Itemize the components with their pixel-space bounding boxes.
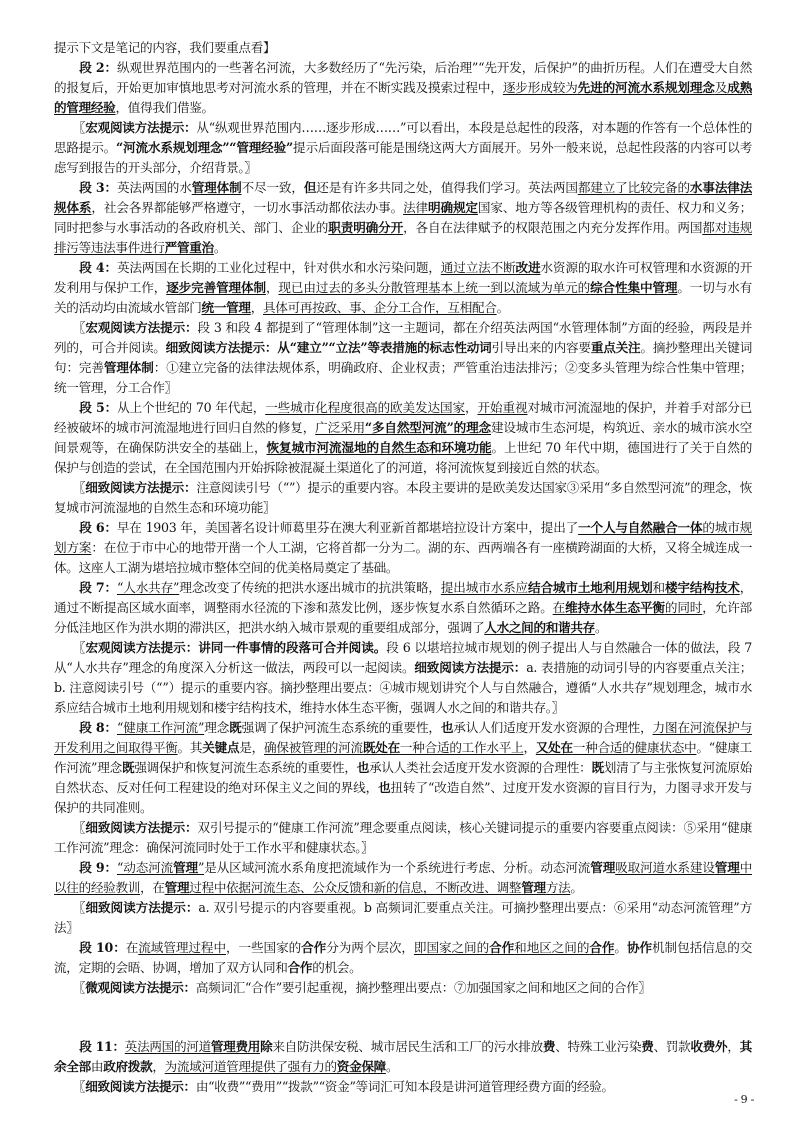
text-run: 〖 — [72, 820, 86, 835]
body-paragraph — [54, 1037, 752, 1077]
emphasized-underlined-text: 楼宇结构技术 — [664, 580, 740, 595]
underlined-text: 都建立了比较完备的 — [577, 180, 690, 195]
emphasized-underlined-text: 既处在 — [362, 740, 400, 755]
emphasized-text: 合作 — [287, 960, 313, 975]
text-run: 提示后面段落可能是围绕这两大方面展开。另外一般来说，总起性段落的内容可以考虑写到报告的开头部分，介绍背景。〗 — [54, 140, 752, 175]
body-paragraph — [54, 398, 752, 478]
reading-tip-paragraph — [54, 978, 752, 998]
emphasized-text: 既 — [591, 760, 604, 775]
emphasized-underlined-text: 又处在 — [535, 740, 573, 755]
text-run: ， — [464, 400, 478, 415]
underlined-text: 开始重视 — [477, 400, 528, 415]
emphasized-underlined-text: 明确规定 — [428, 200, 478, 215]
text-run: 双引号提示的“健康工作河流”理念要重点阅读，核心关键词提示的重要内容要重点阅读：⑤采用“健康工作河流”理念：确保河流同时处于工作水平和健康状态。〗 — [54, 820, 752, 855]
emphasized-text: 协作 — [626, 940, 653, 955]
underlined-text: 流域管理过程中 — [138, 940, 226, 955]
reading-tip-paragraph — [54, 1077, 752, 1097]
emphasized-text: 宏观阅读方法提示：讲同一件事情的段落可合并阅读。 — [85, 640, 387, 655]
emphasized-underlined-text: 人水之间的和谐共存 — [484, 620, 595, 635]
emphasized-text: 既 — [121, 760, 135, 775]
underlined-text: 一种合适的工作水平上 — [399, 740, 524, 755]
body-paragraph — [54, 518, 752, 578]
emphasized-underlined-text: 先进的河流水系规划理念 — [577, 80, 715, 95]
body-paragraph — [54, 178, 752, 258]
text-run: 。 — [385, 1059, 399, 1075]
underlined-text: 一些城市化程度很高的欧美发达国家 — [265, 400, 465, 415]
emphasized-text: 细致阅读方法提示： — [85, 1079, 196, 1095]
text-run: 对城市河流湿地的保护，并着手对部分已经被破坏的城市河流湿地进行回归自然的修复， — [54, 400, 753, 435]
text-run: ：在位于市中心的地带开凿一个人工湖，它将首都一分为二。湖的东、西两端各有一座横跨湖面的大桥，又将全城连成一体。这座人工湖为堪培拉城市整体空间的优美格局奠定了基础。 — [54, 540, 752, 575]
underlined-text: 英法两国的河道 — [124, 1039, 211, 1055]
underlined-text: 广泛采用 — [315, 420, 365, 435]
text-run: ，通过不断提高区域水面率，调整雨水径流的下渗和蒸发比例，逐步恢复水系自然循环之路。 — [54, 580, 752, 615]
emphasized-text: 其余全部 — [54, 1039, 752, 1075]
body-paragraph — [54, 258, 752, 318]
text-run: 还是有许多共同之处，值得我们学习。英法两国 — [316, 180, 578, 195]
text-run: 承认人们适度开发水资源的合理性， — [453, 720, 653, 735]
text-run: ：①建立完备的法律法规体系，明确政府、企业权责；严管重治违法排污；②变多头管理为综合性集中管理；统一管理，分工合作〗 — [54, 360, 752, 395]
text-run: ，值得我们借鉴。 — [115, 100, 214, 115]
body-paragraph — [54, 58, 752, 118]
text-run: 段 6 以堪培拉城市规划的例子提出人与自然融合一体的做法，段 7 从“人水共存”理念的角度深入分析这一做法，两段可以一起阅读。 — [54, 640, 753, 675]
text-run: 英法两国的水 — [116, 180, 192, 195]
text-run: 〖 — [72, 640, 86, 655]
emphasized-underlined-text: 管理体制 — [191, 180, 242, 195]
emphasized-text: 段 8： — [79, 720, 117, 735]
emphasized-underlined-text: 合作 — [489, 940, 515, 955]
text-run: 〖 — [72, 120, 86, 135]
emphasized-text: 重点关注 — [590, 340, 641, 355]
text-run: 来自防洪保安税、城市居民生活和工厂的污水排放 — [272, 1039, 543, 1055]
text-run: ，各自在法律赋予的权限范围之内充分发挥作用。两国 — [403, 220, 703, 235]
emphasized-text: 管理 — [590, 860, 616, 875]
emphasized-text: 细致阅读方法提示：从“建立”“立法”等表措施的标志性动词 — [165, 340, 492, 355]
emphasized-text: 微观阅读方法提示： — [85, 980, 196, 995]
emphasized-text: 宏观阅读方法提示： — [85, 120, 197, 135]
emphasized-text: 但 — [303, 180, 317, 195]
emphasized-underlined-text: “多自然型河流”的理念 — [364, 420, 491, 435]
text-run: ，允许部分低洼地区作为洪水期的滞洪区，把洪水纳入城市景观的重要组成部分，强调了 — [54, 600, 752, 635]
underlined-text: “动态河流 — [116, 860, 174, 875]
text-run: 早在 1903 年，美国著名设计师葛里芬在澳大利亚新首都堪培拉设计方案中，提出了 — [116, 520, 579, 535]
emphasized-underlined-text: 职责明确分开 — [328, 220, 404, 235]
emphasized-underlined-text: 改进 — [515, 260, 541, 275]
text-run: ， — [250, 300, 264, 315]
emphasized-underlined-text: 管理 — [164, 880, 190, 895]
underlined-text: 确保被管理的河流 — [264, 740, 363, 755]
emphasized-underlined-text: 管理 — [714, 860, 740, 875]
emphasized-text: 关键点 — [202, 740, 240, 755]
reading-tip-paragraph — [54, 818, 752, 858]
emphasized-text: 管理体制 — [103, 360, 154, 375]
body-paragraph — [54, 38, 752, 58]
text-run: 英法两国在长期的工业化过程中，针对供水和水污染问题， — [116, 260, 441, 275]
emphasized-text: 段 7： — [79, 580, 117, 595]
underlined-text: 力图在河流保护与开发利用之间取得平衡 — [54, 720, 753, 755]
emphasized-underlined-text: 恢复城市河流湿地的自然生态和环境功能 — [266, 440, 492, 455]
text-run: 。 — [570, 880, 583, 895]
underlined-text: 现已由过去的多头分散管理基本上统一到以流域为单元的 — [278, 280, 591, 295]
emphasized-text: 段 4： — [79, 260, 117, 275]
text-run: 强调了保护河流生态系统的重要性， — [241, 720, 441, 735]
emphasized-underlined-text: 资金保障 — [336, 1059, 386, 1075]
text-run: 从上个世纪的 70 年代起， — [117, 400, 266, 415]
text-run: 从“纵观世界范围内……逐步形成……”可以看出，本段是总起性的段落，对本题的作答有一个总体性的思路提示。 — [54, 120, 752, 155]
text-run: 。 — [594, 620, 608, 635]
text-run: 强调保护和恢复河流生态系统的重要性， — [134, 760, 357, 775]
underlined-text: 和地区之间的 — [514, 940, 590, 955]
underlined-text: 为流域河道管理提供了强有力的 — [164, 1059, 337, 1075]
text-run: 由 — [90, 1059, 104, 1075]
underlined-text: 过程中依据河流生态、公众反馈和新的信息，不断改进、调整 — [189, 880, 522, 895]
emphasized-underlined-text: 合作 — [589, 940, 615, 955]
emphasized-underlined-text: 维持水体生态平衡 — [565, 600, 665, 615]
reading-tip-paragraph — [54, 318, 752, 398]
body-paragraph — [54, 578, 752, 638]
underlined-text: 在 — [552, 600, 566, 615]
emphasized-text: 段 9： — [79, 860, 117, 875]
text-run: 。上世纪 70 年代中期，德国进行了关于自然的保护与创造的尝试，在全国范围内开始拆除被混凝土渠道化了的河道，将河流恢复到接近自然的状态。 — [54, 440, 752, 475]
text-run: 高频词汇“合作”要引起重视，摘抄整理出要点：⑦加强国家之间和地区之间的合作〗 — [195, 980, 651, 995]
underlined-text: 及 — [714, 80, 728, 95]
emphasized-underlined-text: 综合性集中管理 — [590, 280, 678, 295]
text-run: 〖 — [72, 900, 86, 915]
underlined-text: 吸取河道水系建设 — [615, 860, 715, 875]
text-run: 不尽一致， — [241, 180, 304, 195]
underlined-text: 提出城市水系应 — [440, 580, 529, 595]
emphasized-text: 段 3： — [79, 180, 117, 195]
text-run: ， — [152, 1059, 165, 1075]
text-run: 。其 — [177, 740, 203, 755]
emphasized-text: 细致阅读方法提示： — [414, 660, 527, 675]
text-run: 注意阅读引号（“”）提示的重要内容。本段主要讲的是欧美发达国家③采用“多自然型河流”的理念，恢复城市河流湿地的自然生态和环境功能〗 — [54, 480, 753, 515]
text-run: 由“收费”“费用”“拨款”“资金”等词汇可知本段是讲河道管理经费方面的经验。 — [195, 1079, 614, 1095]
text-run: 〖 — [72, 480, 86, 495]
text-run: ，社会各界都能够严格遵守，一切水事活动都依法办事。 — [91, 200, 404, 215]
emphasized-text: “河流水系规划理念”“管理经验” — [116, 140, 293, 155]
emphasized-underlined-text: 逐步完善管理体制 — [166, 280, 266, 295]
emphasized-text: 也 — [378, 780, 391, 795]
emphasized-underlined-text: 管理 — [521, 880, 546, 895]
text-run: 引导出来的内容要 — [491, 340, 591, 355]
text-run: 是从区域河流水系角度把流域作为一个系统进行考虑、分析。动态河流 — [204, 860, 591, 875]
underlined-text: 的同时 — [664, 600, 703, 615]
body-paragraph — [54, 718, 752, 818]
text-run: 、特殊工业污染 — [555, 1039, 642, 1055]
text-run: 建设城市生态河堤，构筑近、亲水的城市滨水空间景观等，在确保防洪安全的基础上， — [54, 420, 752, 455]
underlined-text: “健康工作河流” — [116, 720, 205, 735]
text-run: 分为两个层次， — [326, 940, 414, 955]
emphasized-text: 细致阅读方法提示： — [85, 900, 199, 915]
emphasized-text: 合作 — [301, 940, 327, 955]
emphasized-underlined-text: 管理 — [173, 860, 198, 875]
text-run: 划清了与主张恢复河流原始自然状态、反对任何工程建设的绝对环保主义之间的界线， — [54, 760, 752, 795]
text-run: ， — [265, 280, 279, 295]
paragraph-spacer — [54, 1011, 752, 1025]
emphasized-text: 段 2： — [79, 60, 117, 75]
text-run: 〖 — [72, 1079, 86, 1095]
underlined-text: ” — [197, 860, 205, 875]
emphasized-underlined-text: 结合城市土地利用规划 — [528, 580, 653, 595]
text-run: ，在 — [140, 880, 165, 895]
reading-tip-paragraph — [54, 478, 752, 518]
text-run: 段 3 和段 4 都提到了“管理体制”这一主题词，都在介绍英法两国“水管理体制”方面的经验，两段是并列的，可合并阅读。 — [54, 320, 752, 355]
text-run: 是， — [239, 740, 265, 755]
text-run: ， — [727, 1039, 740, 1055]
emphasized-text: 细致阅读方法提示： — [85, 820, 198, 835]
emphasized-underlined-text: 成熟的管理经验 — [54, 80, 753, 115]
body-paragraph — [54, 938, 752, 978]
text-run: 机制包括信息的交流，定期的会晤、协调，增加了双方认同和 — [54, 940, 753, 975]
emphasized-text: 既 — [229, 720, 242, 735]
text-run: 水资源的取水许可权管理和水资源的开发利用与保护工作， — [54, 260, 753, 295]
underlined-text: 都对违规排污等违法事件进行 — [54, 220, 752, 255]
text-run: 理念改变了传统的把洪水逐出城市的抗洪策略， — [179, 580, 441, 595]
emphasized-text: 费 — [641, 1039, 654, 1055]
emphasized-underlined-text: 一个人与自然融合一体 — [578, 520, 703, 535]
text-run: 国家、地方等各级管理机构的责任、权力和义务；同时把参与水事活动的各政府机关、部门、企业的 — [54, 200, 752, 235]
underlined-text: 和 — [652, 580, 665, 595]
emphasized-text: 细致阅读方法提示： — [85, 480, 197, 495]
text-run: 、罚款 — [653, 1039, 691, 1055]
emphasized-underlined-text: 水事法律法规体系 — [54, 180, 753, 215]
emphasized-text: 除 — [260, 1039, 273, 1055]
underlined-text: 具体可再按政、事、企分工合作，互相配合 — [263, 300, 497, 315]
emphasized-text: 费 — [542, 1039, 556, 1055]
text-run: 〖 — [72, 980, 86, 995]
text-run: 。一切与水有关的活动均由流域水管部门 — [54, 280, 752, 315]
emphasized-text: 段 6： — [79, 520, 117, 535]
reading-tip-paragraph — [54, 118, 752, 178]
underlined-text: 中以往的经验教训 — [54, 860, 752, 895]
text-run: 。摘抄整理出关键词句：完善 — [54, 340, 752, 375]
reading-tip-paragraph — [54, 898, 752, 938]
emphasized-text: 段 5： — [79, 400, 118, 415]
text-run: a. 表措施的动词引导的内容要重点关注；b. 注意阅读引号（“”）提示的重要内容。摘抄整理出要点：④城市规划讲究个人与自然融合，遵循“人水共存”规划理念，城市水系应结合城市土地利用规划和楼宇结构技术，维持水体生态平衡，强调人水之间的和谐共存。〗 — [54, 660, 752, 715]
text-run: 〖 — [72, 320, 86, 335]
underlined-text: 的城市规划方案 — [54, 520, 752, 555]
document-body — [54, 38, 752, 1097]
emphasized-underlined-text: 管理费用 — [210, 1039, 261, 1055]
text-run: 理念 — [204, 720, 230, 735]
underlined-text: 通过立法不断 — [440, 260, 516, 275]
underlined-text: 逐步形成较为 — [502, 80, 578, 95]
text-run: 承认人类社会适度开发水资源的合理性： — [369, 760, 592, 775]
text-run: 的机会。 — [312, 960, 362, 975]
text-run: 。“健康工作河流”理念 — [54, 740, 752, 775]
text-run: 在 — [125, 940, 139, 955]
text-run: 纵观世界范围内的一些著名河流，大多数经历了“先污染，后治理”“先开发，后保护”的曲折历程。人们在遭受大自然的报复后，开始更加审慎地思考对河流水系的管理，并在不断实践及摸索过程中， — [54, 60, 753, 95]
text-run: 。 — [496, 300, 509, 315]
emphasized-text: 宏观阅读方法提示： — [85, 320, 198, 335]
underlined-text: 方法 — [545, 880, 571, 895]
text-run: 。 — [614, 940, 627, 955]
emphasized-text: 也 — [356, 760, 370, 775]
body-paragraph — [54, 858, 752, 898]
page-number: - 9 - — [734, 1093, 754, 1106]
underlined-text: 即国家之间的 — [413, 940, 490, 955]
emphasized-text: 也 — [440, 720, 454, 735]
underlined-text: 一种合适的健康状态中 — [572, 740, 697, 755]
emphasized-underlined-text: 严管重治 — [164, 240, 214, 255]
text-run: ， — [523, 740, 536, 755]
text-run: 。 — [213, 240, 227, 255]
text-run: ，一些国家的 — [225, 940, 302, 955]
underlined-text: 法律 — [403, 200, 429, 215]
text-run: 提示下文是笔记的内容，我们要重点看】 — [54, 40, 276, 55]
text-run: 扭转了“改造自然”、过度开发水资源的盲目行为，力图寻求开发与保护的共同准则。 — [54, 780, 752, 815]
emphasized-underlined-text: 统一管理 — [201, 300, 251, 315]
emphasized-text: 政府拨款 — [103, 1059, 153, 1075]
emphasized-text: 段 11： — [79, 1039, 125, 1055]
underlined-text: “人水共存” — [116, 580, 180, 595]
emphasized-text: 段 10： — [79, 940, 126, 955]
emphasized-text: 收费外 — [690, 1039, 728, 1055]
reading-tip-paragraph — [54, 638, 752, 718]
text-run: a. 双引号提示的内容要重视。b 高频词汇要重点关注。可摘抄整理出要点：⑥采用“动态河流管理”方法〗 — [54, 900, 752, 935]
